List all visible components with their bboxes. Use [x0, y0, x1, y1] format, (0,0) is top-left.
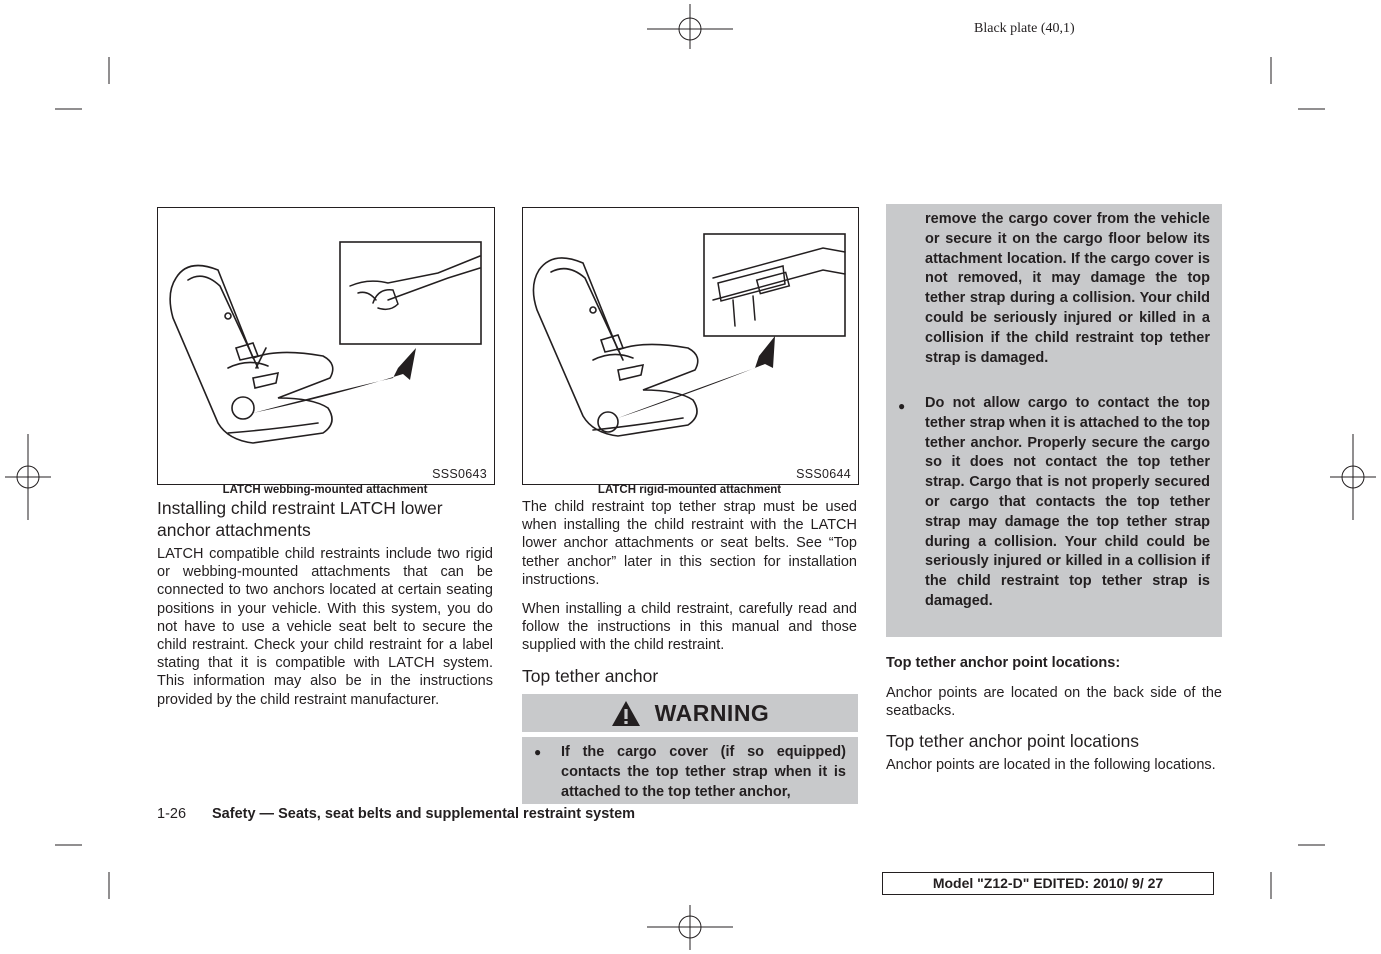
warning-triangle-icon	[611, 700, 641, 727]
warning-bullet-1: If the cargo cover (if so equipped) contacts the top tether strap when it is attached to the top tether anchor,	[561, 744, 846, 800]
figure-code: SSS0643	[432, 467, 487, 481]
figure-caption: LATCH rigid-mounted attachment	[597, 484, 782, 496]
latch-paragraph: LATCH compatible child restraints include two rigid or webbing-mounted attachments that can be connected to two anchors located at certain seating positions in your vehicle. With this system, you do not have to use a vehicle seat belt to secure the child restraint. Check your child restraint for a label stating that it is compatible with LATCH system. This information may also be in the instructions provided by the child restraint manufacturer.	[157, 546, 493, 708]
tether-paragraph-2: When installing a child restraint, carefully read and follow the instructions in this manual and those supplied with the child restraint.	[522, 601, 857, 654]
plate-label: Black plate (40,1)	[974, 21, 1075, 36]
child-seat-rigid-illustration	[523, 208, 858, 484]
warning-box-start	[522, 737, 858, 804]
warning-bullet-1-continued: remove the cargo cover from the vehicle or secure it on the cargo floor below its attachment location. If the cargo cover is not removed, it may damage the top tether strap during a collision. Your child could be seriously injured or killed in a collision if the child restraint top tether strap is damaged.	[925, 211, 1210, 366]
anchor-locations-bold-heading: Top tether anchor point locations:	[886, 655, 1121, 671]
bullet-icon: ●	[534, 745, 542, 759]
warning-label: WARNING	[654, 699, 770, 726]
figure-caption: LATCH webbing-mounted attachment	[222, 484, 428, 496]
anchor-locations-paragraph: Anchor points are located on the back side of the seatbacks.	[886, 685, 1222, 720]
warning-header	[522, 694, 858, 732]
bullet-icon: ●	[898, 399, 906, 413]
figure-code: SSS0644	[796, 467, 851, 481]
child-seat-webbing-illustration	[158, 208, 494, 484]
section-heading-anchor-locations: Top tether anchor point locations	[886, 731, 1139, 751]
anchor-locations-paragraph-2: Anchor points are located in the following locations.	[886, 757, 1216, 773]
tether-paragraph-1: The child restraint top tether strap must be used when installing the child restraint with the LATCH lower anchor attachments or seat belts. See “Top tether anchor” later in this section for installation instructions.	[522, 499, 857, 588]
page-number: 1-26	[157, 806, 187, 822]
section-heading-latch: Installing child restraint LATCH lower anchor attachments	[157, 498, 443, 540]
figure-latch-rigid	[522, 207, 859, 485]
warning-box-continued	[886, 204, 1222, 637]
section-heading-tether: Top tether anchor	[522, 666, 659, 686]
figure-latch-webbing	[157, 207, 495, 485]
section-title-footer: Safety — Seats, seat belts and supplemental restraint system	[212, 806, 636, 822]
warning-bullet-2: Do not allow cargo to contact the top tether strap when it is attached to the top tether anchor. Properly secure the cargo so it does not contact the top tether strap. Cargo that is not properly secured or cargo that contacts the top tether strap may damage the top tether strap during a collision. Your child could be seriously injured or killed in a collision if the child restraint top tether strap is damaged.	[925, 395, 1210, 609]
model-stamp: Model "Z12-D" EDITED: 2010/ 9/ 27	[882, 872, 1214, 895]
